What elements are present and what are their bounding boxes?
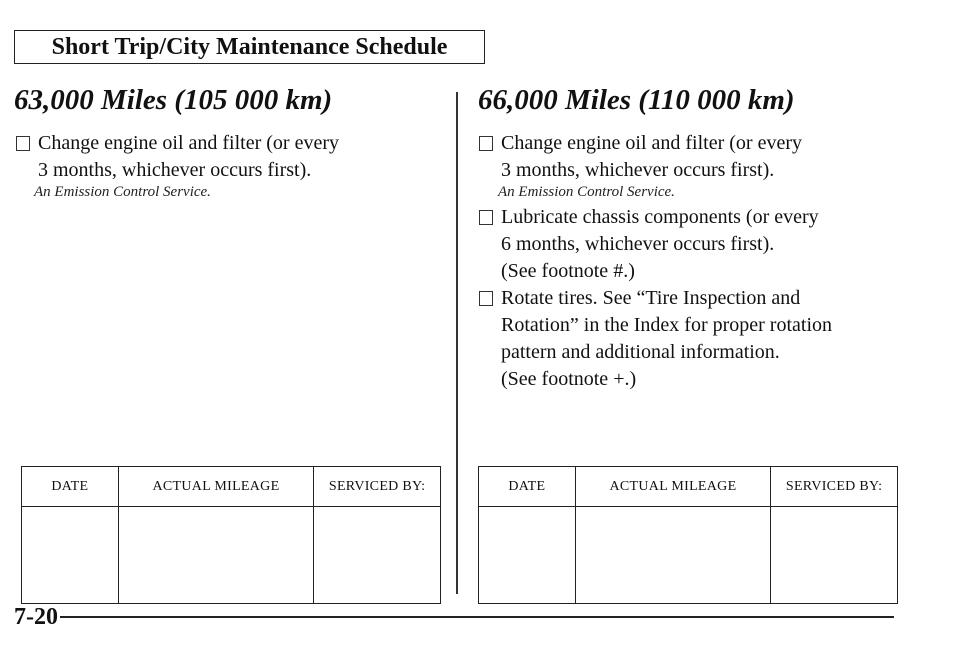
mileage-cell[interactable]: [575, 507, 770, 604]
right-service-log-table: [478, 466, 898, 604]
item-line: Rotation” in the Index for proper rotation: [501, 314, 833, 336]
item-line: Change engine oil and filter (or every: [38, 132, 339, 154]
table-header-row: [22, 467, 441, 507]
item-line: 3 months, whichever occurs first).: [38, 159, 312, 181]
serviced-by-column-header: SERVICED BY:: [771, 467, 898, 507]
item-line: (See footnote +.): [501, 368, 637, 390]
table-row: [479, 507, 898, 604]
mileage-cell[interactable]: [118, 507, 313, 604]
checkbox-icon[interactable]: [479, 136, 493, 151]
column-divider: [456, 92, 458, 594]
item-line: 6 months, whichever occurs first).: [501, 233, 775, 255]
item-line: 3 months, whichever occurs first).: [501, 159, 775, 181]
mileage-column-header: ACTUAL MILEAGE: [118, 467, 313, 507]
footer-rule: [60, 616, 894, 618]
date-column-header: DATE: [479, 467, 576, 507]
table-row: [22, 507, 441, 604]
page-number: 7-20: [14, 604, 58, 630]
item-line: Lubricate chassis components (or every: [501, 206, 819, 228]
date-column-header: DATE: [22, 467, 119, 507]
item-line: (See footnote #.): [501, 260, 635, 282]
left-service-log-table: [21, 466, 441, 604]
serviced-by-cell[interactable]: [771, 507, 898, 604]
mileage-column-header: ACTUAL MILEAGE: [575, 467, 770, 507]
left-emission-note: An Emission Control Service.: [34, 184, 211, 200]
item-line: Rotate tires. See “Tire Inspection and: [501, 287, 801, 309]
left-mileage-heading: 63,000 Miles (105 000 km): [14, 84, 333, 116]
checkbox-icon[interactable]: [16, 136, 30, 151]
schedule-title-box: [14, 30, 485, 64]
schedule-title: Short Trip/City Maintenance Schedule: [51, 33, 448, 60]
item-line: pattern and additional information.: [501, 341, 780, 363]
checkbox-icon[interactable]: [479, 210, 493, 225]
right-mileage-heading: 66,000 Miles (110 000 km): [478, 84, 795, 116]
checkbox-icon[interactable]: [479, 291, 493, 306]
serviced-by-cell[interactable]: [314, 507, 441, 604]
item-line: Change engine oil and filter (or every: [501, 132, 802, 154]
right-emission-note: An Emission Control Service.: [498, 184, 675, 200]
date-cell[interactable]: [22, 507, 119, 604]
serviced-by-column-header: SERVICED BY:: [314, 467, 441, 507]
table-header-row: [479, 467, 898, 507]
date-cell[interactable]: [479, 507, 576, 604]
